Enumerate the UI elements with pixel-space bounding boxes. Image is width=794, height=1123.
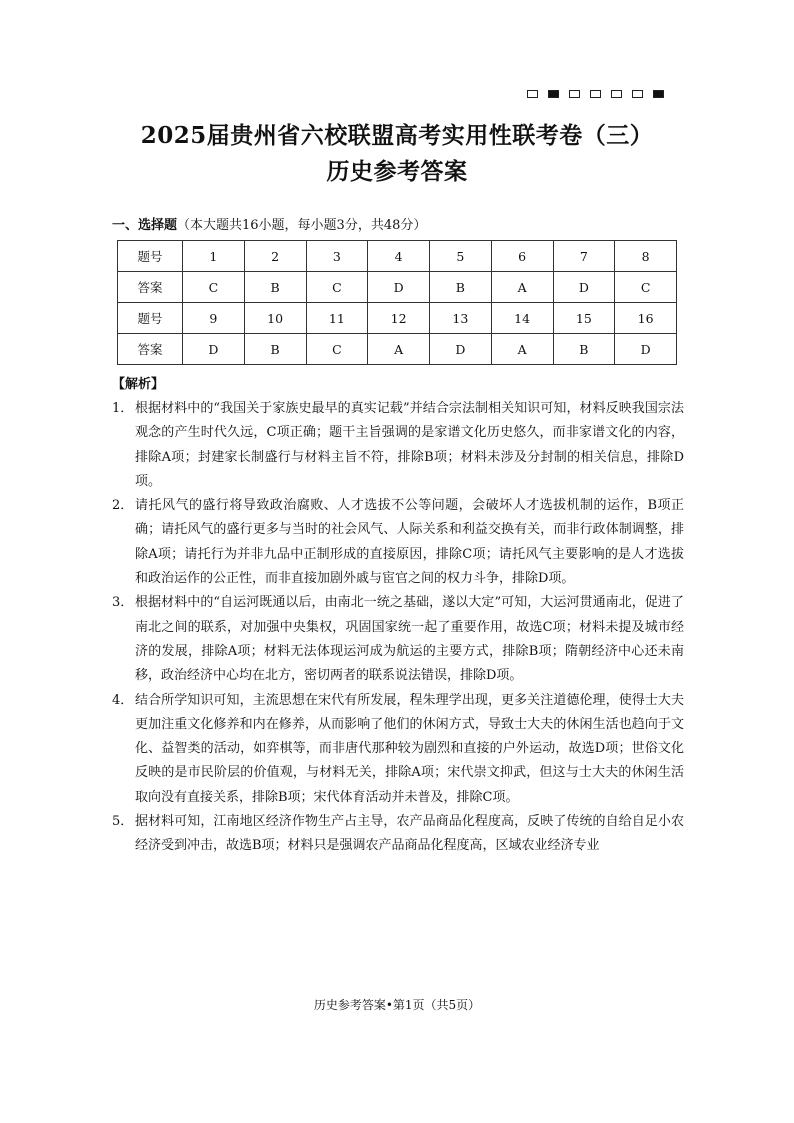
table-cell: B <box>553 334 615 365</box>
table-cell: A <box>368 334 430 365</box>
analysis-list <box>112 397 684 859</box>
analysis-heading: 【解析】 <box>112 377 165 392</box>
table-row <box>118 272 677 303</box>
table-cell: 6 <box>491 241 553 272</box>
item-text: 结合所学知识可知，主流思想在宋代有所发展，程朱理学出现，更多关注道德伦理，使得士大夫更加注重文化修养和内在修养，从而影响了他们的休闲方式，导致士大夫的休闲生活也趋向于文化、益智类的活动，如弈棋等，而非唐代那种较为剧烈和直接的户外运动，故选D项；世俗文化反映的是市民阶层的价值观，与材料无关，排除A项；宋代崇文抑武，但这与士大夫的休闲生活取向没有直接关系，排除B项；宋代体育活动并未普及，排除C项。 <box>135 692 684 805</box>
list-item <box>112 397 684 494</box>
table-cell: B <box>430 272 492 303</box>
table-cell: 9 <box>183 303 245 334</box>
item-number: 1． <box>112 401 134 416</box>
table-cell: 7 <box>553 241 615 272</box>
header-marks <box>527 90 664 98</box>
header-mark <box>632 90 643 98</box>
table-cell: D <box>430 334 492 365</box>
table-cell: 13 <box>430 303 492 334</box>
table-cell: C <box>306 334 368 365</box>
table-cell: D <box>553 272 615 303</box>
section-title: 一、选择题 <box>112 218 178 233</box>
table-row <box>118 334 677 365</box>
table-cell: D <box>183 334 245 365</box>
table-cell: B <box>244 334 306 365</box>
item-text: 请托风气的盛行将导致政治腐败、人才选拔不公等问题，会破坏人才选拔机制的运作，B项正确；请托风气的盛行更多与当时的社会风气、人际关系和利益交换有关，而非行政体制调整，排除A项；请托行为并非九品中正制形成的直接原因，排除C项；请托风气主要影响的是人才选拔和政治运作的公正性，而非直接加剧外戚与宦官之间的权力斗争，排除D项。 <box>135 498 684 587</box>
header-mark <box>527 90 538 98</box>
item-text: 据材料可知，江南地区经济作物生产占主导，农产品商品化程度高，反映了传统的自给自足小农经济受到冲击，故选B项；材料只是强调农产品商品化程度高，区域农业经济专业 <box>135 814 684 854</box>
page-footer: 历史参考答案•第1页（共5页） <box>313 998 481 1012</box>
list-item <box>112 689 684 810</box>
table-cell: D <box>368 272 430 303</box>
row-label: 答案 <box>118 272 183 303</box>
table-cell: C <box>183 272 245 303</box>
header-mark <box>590 90 601 98</box>
header-mark <box>548 90 559 98</box>
table-cell: 3 <box>306 241 368 272</box>
table-cell: 1 <box>183 241 245 272</box>
list-item <box>112 494 684 591</box>
row-label: 答案 <box>118 334 183 365</box>
answer-table <box>117 240 677 365</box>
table-cell: 10 <box>244 303 306 334</box>
section-note: （本大题共16小题，每小题3分，共48分） <box>177 218 427 233</box>
row-label: 题号 <box>118 241 183 272</box>
table-cell: 11 <box>306 303 368 334</box>
table-cell: 15 <box>553 303 615 334</box>
header-mark <box>653 90 664 98</box>
item-number: 5． <box>112 814 134 830</box>
table-cell: 16 <box>615 303 677 334</box>
item-number: 4． <box>112 692 134 708</box>
table-cell: A <box>491 272 553 303</box>
section-heading <box>112 214 426 233</box>
table-cell: B <box>244 272 306 303</box>
table-cell: D <box>615 334 677 365</box>
page-subtitle: 历史参考答案 <box>326 158 468 185</box>
item-text: 根据材料中的“我国关于家族史最早的真实记载”并结合宗法制相关知识可知，材料反映我国宗法观念的产生时代久远，C项正确；题干主旨强调的是家谱文化历史悠久，而非家谱文化的内容，排除A项；封建家长制盛行与材料主旨不符，排除B项；材料未涉及分封制的相关信息，排除D项。 <box>135 401 684 489</box>
table-row <box>118 241 677 272</box>
header-mark <box>611 90 622 98</box>
table-cell: A <box>491 334 553 365</box>
table-cell: C <box>306 272 368 303</box>
list-item <box>112 591 684 688</box>
item-number: 3． <box>112 595 134 611</box>
table-cell: 12 <box>368 303 430 334</box>
table-cell: 4 <box>368 241 430 272</box>
page-title: 2025届贵州省六校联盟高考实用性联考卷（三） <box>140 122 654 149</box>
table-cell: 2 <box>244 241 306 272</box>
table-row <box>118 303 677 334</box>
table-cell: C <box>615 272 677 303</box>
header-mark <box>569 90 580 98</box>
row-label: 题号 <box>118 303 183 334</box>
table-cell: 5 <box>430 241 492 272</box>
item-number: 2． <box>112 498 134 514</box>
item-text: 根据材料中的“自运河既通以后，由南北一统之基础，遂以大定”可知，大运河贯通南北，促进了南北之间的联系，对加强中央集权，巩固国家统一起了重要作用，故选C项；材料未提及城市经济的发展，排除A项；材料无法体现运河成为航运的主要方式，排除B项；隋朝经济中心还未南移，政治经济中心均在北方，密切两者的联系说法错误，排除D项。 <box>135 595 684 684</box>
table-cell: 8 <box>615 241 677 272</box>
table-cell: 14 <box>491 303 553 334</box>
list-item <box>112 810 684 859</box>
